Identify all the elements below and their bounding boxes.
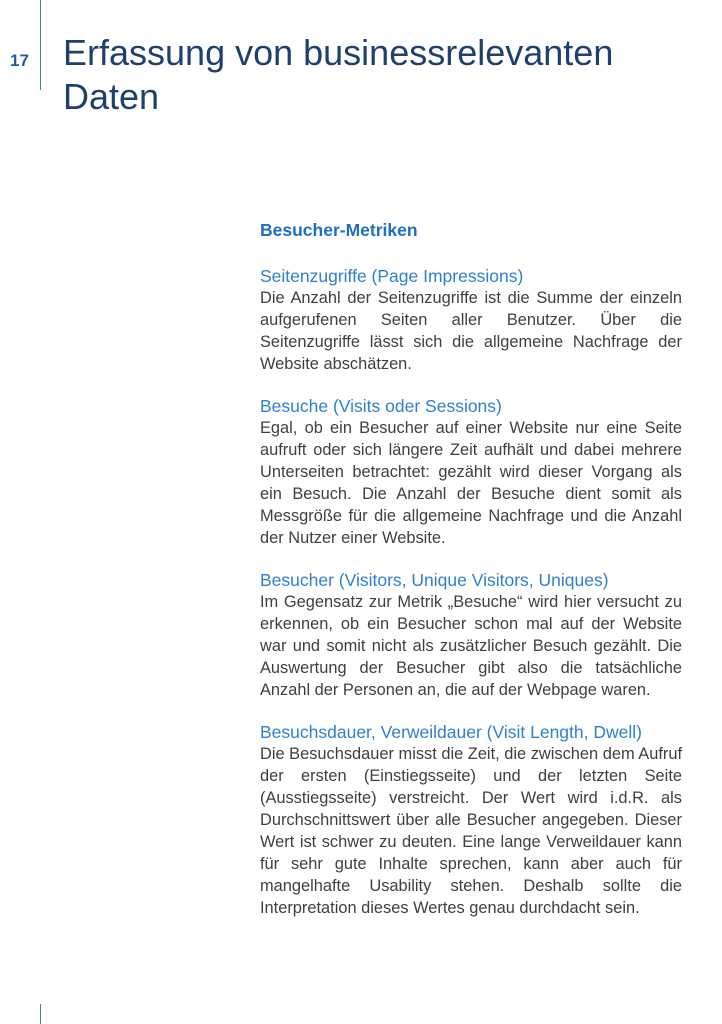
- metric-title: Besuchsdauer, Verweildauer (Visit Length, Dwell): [260, 722, 642, 742]
- page-number: 17: [10, 51, 29, 70]
- page-margin-rule-top: [40, 0, 41, 90]
- metric-description: Im Gegensatz zur Metrik „Besuche“ wird hier versucht zu erkennen, ob ein Besucher schon mal auf der Website war und somit nicht als zusätzlicher Besuch gezählt. Die Auswertung der Besucher gibt also die tatsächliche Anzahl der Personen an, die auf der Webpage waren.: [260, 593, 682, 699]
- metric-page-impressions: [260, 265, 682, 375]
- metric-title: Besuche (Visits oder Sessions): [260, 396, 502, 416]
- metric-title: Seitenzugriffe (Page Impressions): [260, 266, 524, 286]
- page-title: Erfassung von businessrelevanten Daten: [63, 32, 614, 117]
- metric-visitors: [260, 569, 682, 701]
- metric-description: Egal, ob ein Besucher auf einer Website nur eine Seite aufruft oder sich längere Zeit aufhält und dabei mehrere Unterseiten betrachtet: gezählt wird dieser Vorgang als ein Besuch. Die Anzahl der Besuche dient somit als Messgröße für die allgemeine Nachfrage und die Anzahl der Nutzer einer Website.: [260, 419, 682, 547]
- metric-visit-length: [260, 721, 682, 919]
- metric-visits: [260, 395, 682, 549]
- main-content: [260, 219, 682, 939]
- metric-description: Die Anzahl der Seitenzugriffe ist die Summe der einzeln aufgerufenen Seiten aller Benutzer. Über die Seitenzugriffe lässt sich die allgemeine Nachfrage der Website abschätzen.: [260, 289, 682, 373]
- section-heading: Besucher-Metriken: [260, 220, 418, 240]
- metric-title: Besucher (Visitors, Unique Visitors, Uniques): [260, 570, 609, 590]
- page-margin-rule-bottom: [40, 1004, 41, 1024]
- metric-description: Die Besuchsdauer misst die Zeit, die zwischen dem Aufruf der ersten (Einstiegsseite) und der letzten Seite (Ausstiegsseite) verstreicht. Der Wert wird i.d.R. als Durchschnittswert über alle Besucher angegeben. Dieser Wert ist schwer zu deuten. Eine lange Verweildauer kann für sehr gute Inhalte sprechen, kann aber auch für mangelhafte Usability stehen. Deshalb sollte die Interpretation dieses Wertes genau durchdacht sein.: [260, 745, 682, 917]
